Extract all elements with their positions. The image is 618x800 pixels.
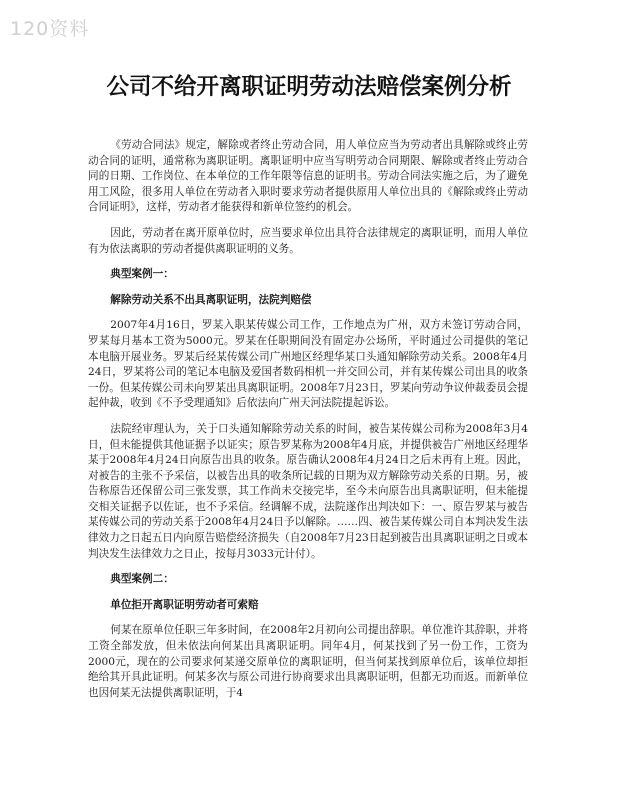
case1-heading: 解除劳动关系不出具离职证明，法院判赔偿 xyxy=(110,293,312,306)
intro-paragraph: 《劳动合同法》规定，解除或者终止劳动合同，用人单位应当为劳动者出具解除或终止劳动合同的证明，通常称为离职证明。离职证明中应当写明劳动合同期限、解除或者终止劳动合同的日期、工作岗位、在本单位的工作年限等信息的证明书。劳动合同法实施之后，为了避免用工风险，很多用人单位在劳动者入职时要求劳动者提供原用人单位出具的《解除或终止劳动合同证明》，这样，劳动者才能获得和新单位签约的机会。 xyxy=(88,139,528,214)
case2-paragraph: 何某在原单位任职三年多时间，在2008年2月初向公司提出辞职。单位准许其辞职，并将工资全部发放，但未依法向何某出具离职证明。同年4月，何某找到了另一份工作，工资为2000元，现在的公司要求何某递交原单位的离职证明，但当何某找到原单位后，该单位却拒绝给其开具此证明。何某多次与原公司进行协商要求出具离职证明，但都无功而返。而新单位也因何某无法提供离职证明，于4 xyxy=(88,624,528,699)
case1-paragraph: 2007年4月16日，罗某入职某传媒公司工作，工作地点为广州，双方未签订劳动合同，罗某每月基本工资为5000元。罗某在任职期间没有固定办公场所，平时通过公司提供的笔记本电脑开展业务。罗某后经某传媒公司广州地区经理华某口头通知解除劳动关系。2008年4月24日，罗某将公司的笔记本电脑及爱国者数码相机一并交回公司，并有某传媒公司出具的收条一份。但某传媒公司未向罗某出具离职证明。2008年7月23日，罗某向劳动争议仲裁委员会提起仲裁，收到《不予受理通知》后依法向广州天河法院提起诉讼。 xyxy=(88,319,528,410)
case2-heading: 单位拒开离职证明劳动者可索赔 xyxy=(110,598,259,611)
case1-label: 典型案例一： xyxy=(110,268,174,281)
watermark: 120资料 xyxy=(10,18,90,40)
document-body xyxy=(88,138,528,701)
page-title: 公司不给开离职证明劳动法赔偿案例分析 xyxy=(106,74,512,100)
intro-paragraph: 因此，劳动者在离开原单位时，应当要求单位出具符合法律规定的离职证明，而用人单位有为依法离职的劳动者提供离职证明的义务。 xyxy=(88,226,528,255)
case1-paragraph: 法院经审理认为，关于口头通知解除劳动关系的时间，被告某传媒公司称为2008年3月4日，但未能提供其他证据予以证实；原告罗某称为2008年4月底，并提供被告广州地区经理华某于2008年4月24日向原告出具的收条。原告确认2008年4月24日之后未再有上班。因此，对被告的主张不予采信，以被告出具的收条所记载的日期为双方解除劳动关系的日期。另，被告称原告还保留公司三张发票，其工作尚未交接完毕，至今未向原告出具离职证明，但未能提交相关证据予以佐证，也不予采信。经调解不成，法院遂作出判决如下：一、原告罗某与被告某传媒公司的劳动关系于2008年4月24日予以解除。……四、被告某传媒公司自本判决发生法律效力之日起五日内向原告赔偿经济损失（自2008年7月23日起到被告出具离职证明之日或本判决发生法律效力之日止，按每月3033元计付）。 xyxy=(88,422,528,560)
case2-label: 典型案例二： xyxy=(110,573,174,586)
